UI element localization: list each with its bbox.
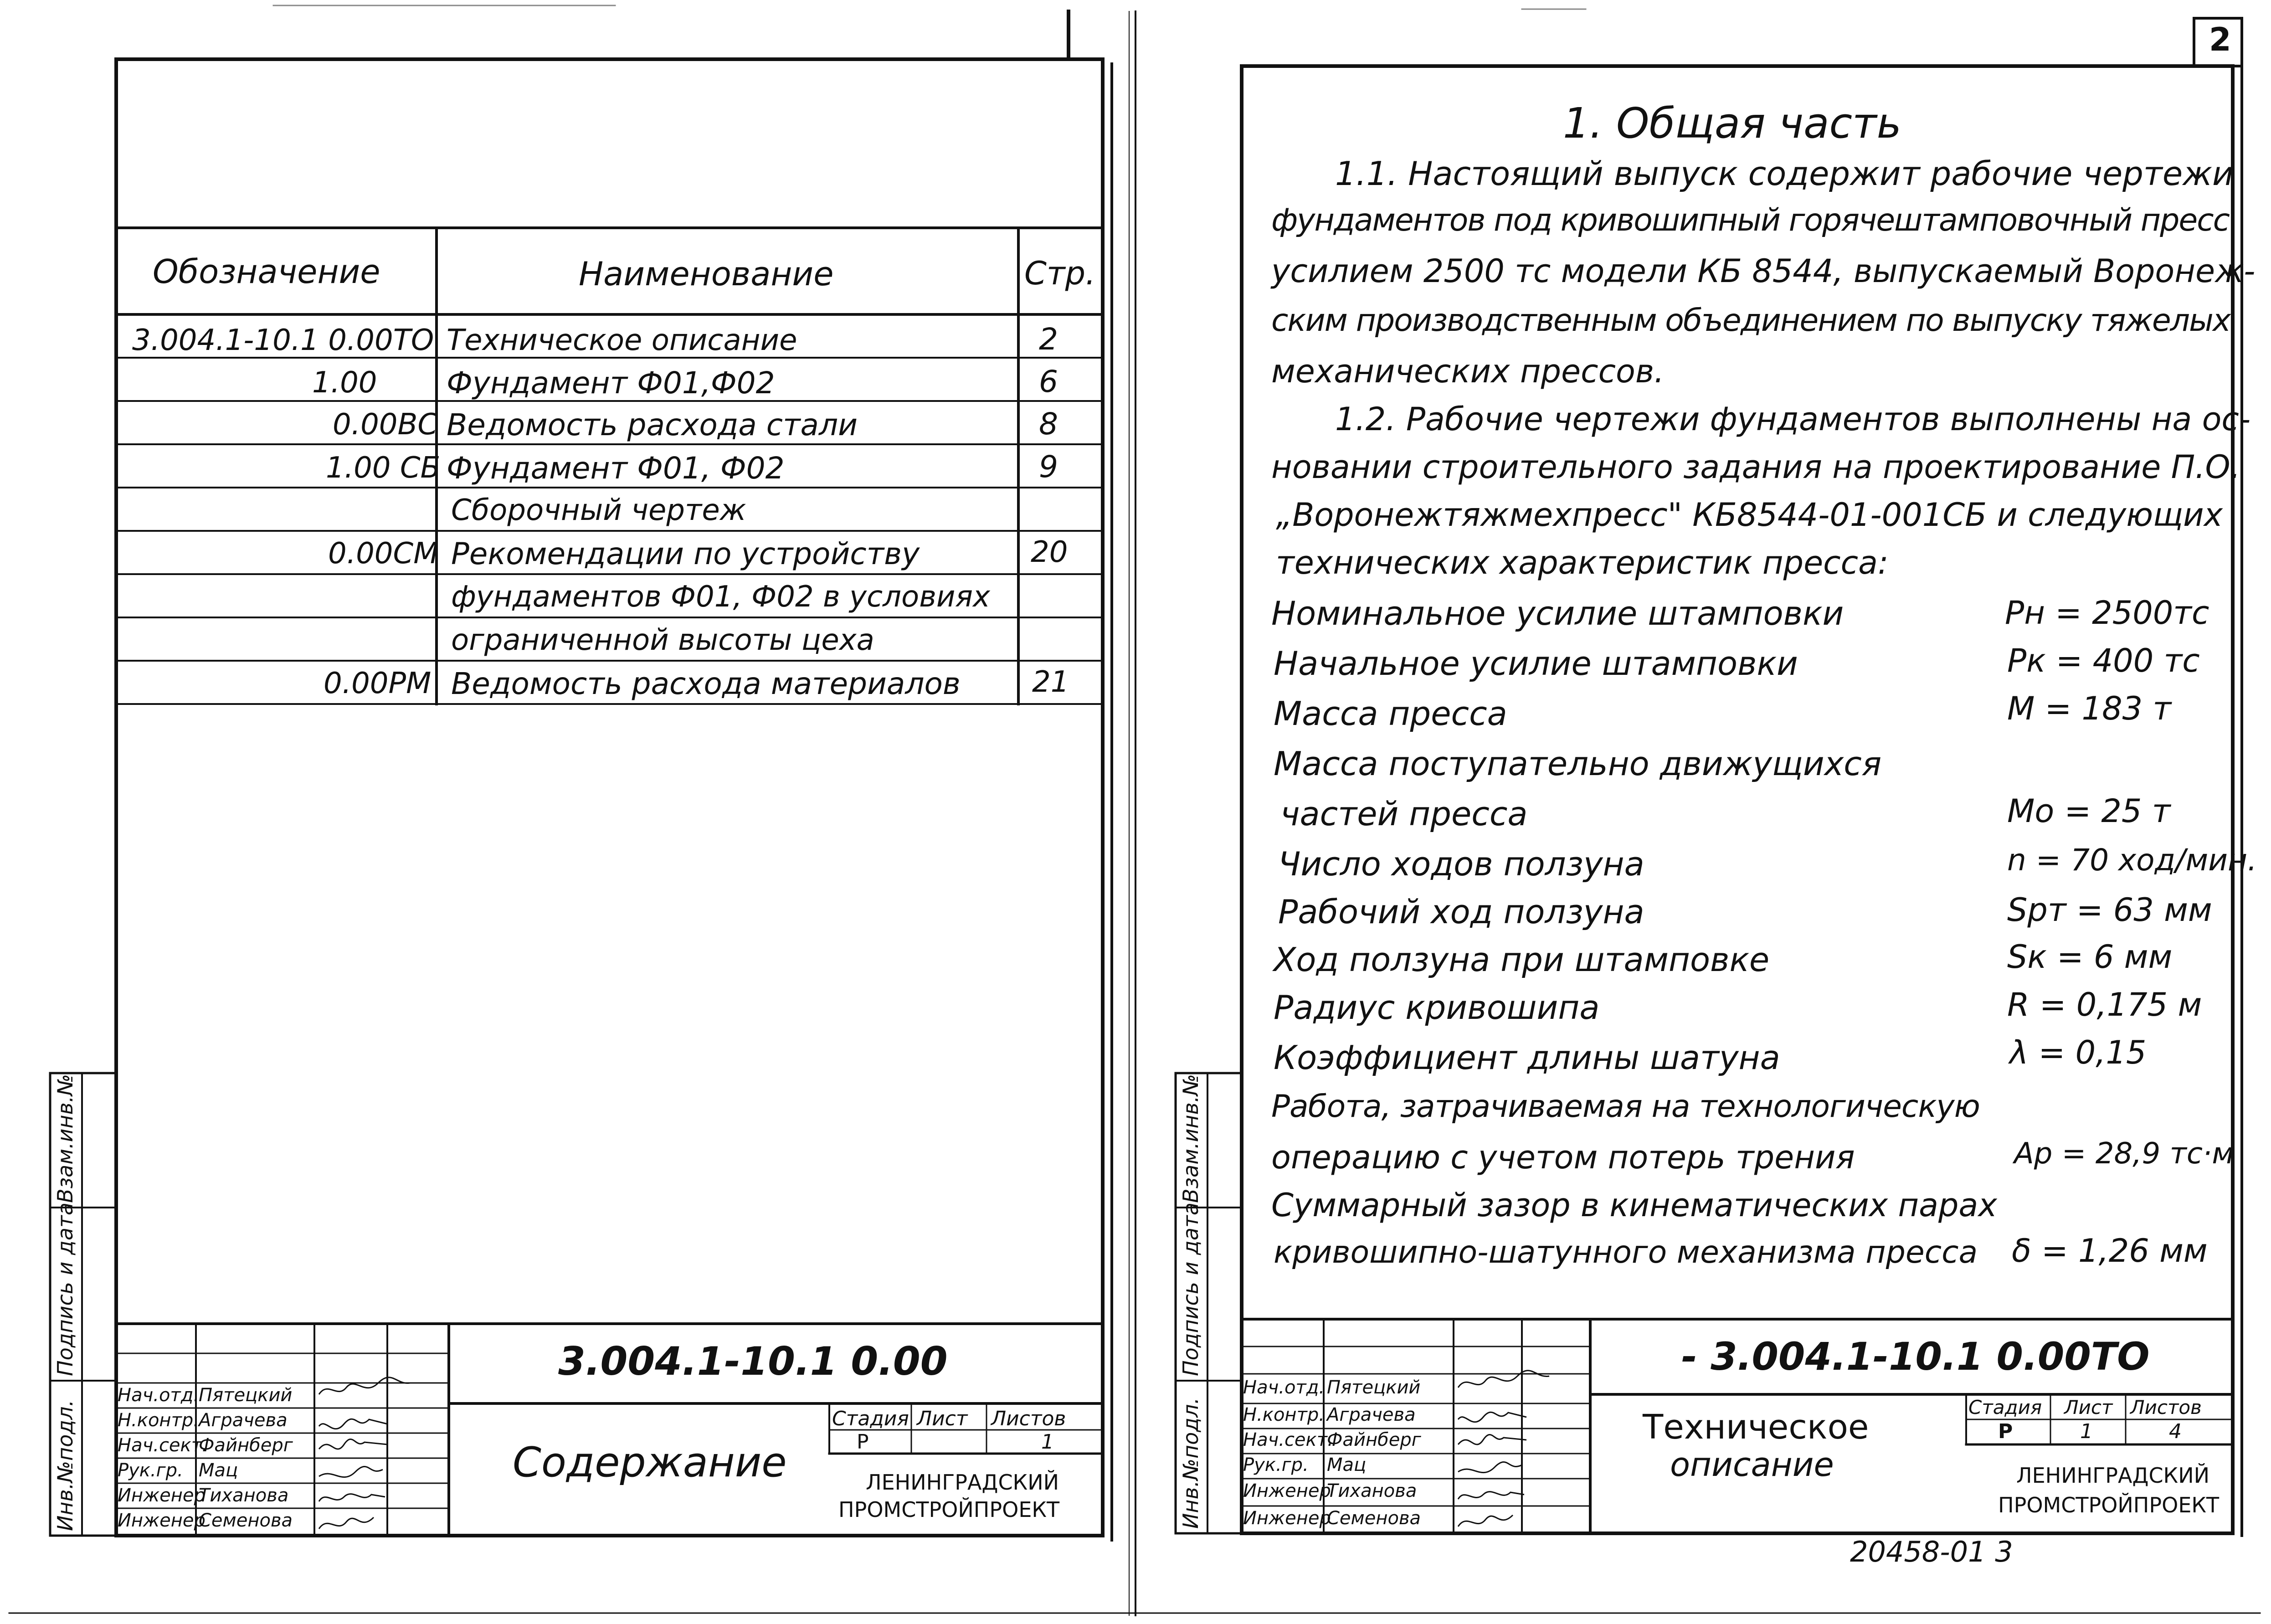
characteristic-value: λ = 0,15	[2009, 1034, 2147, 1071]
row-page: 21	[1032, 665, 1069, 699]
doc-code: - 3.004.1-10.1 0.00ТО	[1681, 1334, 2150, 1379]
stage-value: Р	[857, 1430, 869, 1454]
characteristic-value: Мо = 25 т	[2007, 792, 2171, 830]
characteristic-label: Масса пресса	[1274, 694, 1507, 733]
page-number: 2	[2209, 21, 2231, 58]
sheet-value: 1	[2080, 1420, 2093, 1443]
role-person: Тиханова	[199, 1485, 289, 1506]
header-designation: Обозначение	[153, 252, 380, 291]
row-page: 8	[1039, 406, 1058, 442]
characteristic-label: Ход ползуна при штамповке	[1274, 940, 1770, 979]
side-label-inv-no: Инв.№подл.	[1178, 1397, 1203, 1529]
stage-value: Р	[1998, 1420, 2013, 1443]
role-label: Инженер	[1243, 1480, 1331, 1501]
role-label: Рук.гр.	[1243, 1454, 1309, 1475]
role-label: Н.контр.	[118, 1410, 199, 1431]
role-label: Инженер	[1243, 1508, 1331, 1529]
org-name-line2: ПРОМСТРОЙПРОЕКТ	[838, 1497, 1060, 1522]
role-person: Пятецкий	[1327, 1377, 1421, 1398]
characteristic-label: операцию с учетом потерь трения	[1271, 1139, 1855, 1176]
characteristic-value: Рн = 2500тс	[2005, 594, 2209, 632]
sheet-title-line1: Техническое	[1643, 1408, 1869, 1447]
role-label: Рук.гр.	[118, 1460, 183, 1481]
role-label: Н.контр.	[1243, 1404, 1325, 1425]
text-line: механических прессов.	[1271, 353, 1665, 390]
text-line: 1.1. Настоящий выпуск содержит рабочие чертежи	[1335, 154, 2234, 193]
side-label-inv-no: Инв.№подл.	[53, 1399, 77, 1531]
role-person: Файнберг	[1327, 1429, 1421, 1450]
doc-code: 3.004.1-10.1 0.00	[558, 1339, 948, 1384]
side-label-replace-inv-no: Взам.инв.№	[1178, 1074, 1203, 1203]
row-code: 1.00 СБ	[326, 451, 441, 485]
row-code: 0.00ВС	[333, 408, 438, 442]
archive-number: 20458-01 3	[1850, 1535, 2013, 1568]
row-page: 6	[1039, 364, 1058, 399]
characteristic-label: Масса поступательно движущихся	[1274, 745, 1882, 783]
characteristic-label: Начальное усилие штамповки	[1274, 644, 1798, 683]
row-name: Рекомендации по устройству	[451, 536, 920, 571]
characteristic-value: М = 183 т	[2007, 690, 2172, 727]
row-name: ограниченной высоты цеха	[451, 623, 874, 657]
sheets-value: 1	[1041, 1430, 1054, 1454]
row-name: Ведомость расхода материалов	[451, 666, 961, 701]
role-label: Нач.отд.	[1243, 1377, 1325, 1398]
role-person: Агрaчева	[1327, 1404, 1416, 1425]
sheets-label: Листов	[2130, 1396, 2202, 1418]
header-name: Наименование	[579, 255, 834, 293]
text-line: усилием 2500 тс модели КБ 8544, выпускаемый Воронеж-	[1271, 252, 2256, 290]
text-line: „Воронежтяжмехпресс" КБ8544-01-001СБ и следующих	[1276, 496, 2223, 534]
row-name: Фундамент Ф01,Ф02	[447, 365, 775, 401]
stage-label: Стадия	[832, 1407, 909, 1430]
characteristic-label: Номинальное усилие штамповки	[1271, 594, 1844, 632]
role-label: Нач.сект.	[1243, 1429, 1333, 1450]
side-label-signature-date: Подпись и дата	[53, 1202, 77, 1376]
side-label-signature-date: Подпись и дата	[1178, 1202, 1203, 1376]
row-name: Ведомость расхода стали	[447, 407, 858, 442]
sheets-value: 4	[2169, 1420, 2182, 1443]
row-page: 9	[1039, 449, 1058, 484]
sheets-label: Листов	[991, 1407, 1066, 1430]
role-label: Нач.отд.	[118, 1385, 200, 1406]
sheet-label: Лист	[917, 1407, 968, 1430]
characteristic-value: Ар = 28,9 тс·м	[2014, 1137, 2234, 1171]
role-person: Файнберг	[199, 1435, 293, 1456]
role-person: Агрaчева	[199, 1410, 288, 1431]
org-name-line2: ПРОМСТРОЙПРОЕКТ	[1998, 1493, 2220, 1517]
characteristic-label: кривошипно-шатунного механизма пресса	[1274, 1234, 1978, 1270]
org-name-line1: ЛЕНИНГРАДСКИЙ	[2016, 1463, 2210, 1488]
role-person: Мац	[1327, 1454, 1367, 1475]
role-label: Инженер	[118, 1485, 206, 1506]
characteristic-label: Суммарный зазор в кинематических парах	[1271, 1187, 1997, 1224]
signatures-right	[1458, 1371, 1549, 1526]
row-code: 1.00	[312, 366, 377, 400]
characteristic-label: частей пресса	[1280, 795, 1528, 833]
row-page: 20	[1031, 535, 1068, 569]
stage-label: Стадия	[1968, 1396, 2042, 1418]
row-name: Сборочный чертеж	[451, 493, 746, 527]
row-code: 0.00СМ	[328, 537, 439, 570]
sheet-title: Содержание	[513, 1439, 787, 1486]
characteristic-label: Коэффициент длины шатуна	[1274, 1038, 1780, 1077]
text-line: ским производственным объединением по выпуску тяжелых	[1271, 303, 2230, 339]
row-code: 0.00РМ	[324, 667, 432, 700]
row-name: Техническое описание	[447, 324, 797, 357]
sheet-title-line2: описание	[1670, 1445, 1834, 1484]
characteristic-value: Sк = 6 мм	[2007, 938, 2173, 976]
text-line: новании строительного задания на проектирование П.О.	[1271, 448, 2240, 486]
characteristic-label: Число ходов ползуна	[1278, 845, 1644, 883]
role-person: Семенова	[199, 1510, 293, 1531]
row-page: 2	[1039, 322, 1058, 357]
role-person: Мац	[199, 1460, 238, 1481]
text-line: технических характеристик пресса:	[1276, 544, 1889, 581]
characteristic-value: R = 0,175 м	[2007, 986, 2202, 1023]
role-person: Тиханова	[1327, 1480, 1417, 1501]
characteristic-label: Работа, затрачиваемая на технологическую	[1271, 1089, 1980, 1125]
role-label: Нач.сект.	[118, 1435, 208, 1456]
role-person: Семенова	[1327, 1508, 1421, 1529]
row-name: Фундамент Ф01, Ф02	[447, 451, 785, 486]
org-name-line1: ЛЕНИНГРАДСКИЙ	[866, 1470, 1059, 1495]
characteristic-label: Рабочий ход ползуна	[1278, 893, 1644, 931]
row-code: 3.004.1-10.1 0.00ТО	[132, 324, 434, 357]
characteristic-value: n = 70 ход/мин.	[2007, 843, 2257, 878]
characteristic-value: δ = 1,26 мм	[2012, 1232, 2208, 1269]
characteristic-value: Рк = 400 тс	[2007, 642, 2200, 679]
header-page: Стр.	[1024, 255, 1096, 292]
role-person: Пятецкий	[199, 1385, 293, 1406]
row-name: фундаментов Ф01, Ф02 в условиях	[451, 580, 990, 614]
characteristic-value: Sрт = 63 мм	[2007, 891, 2212, 929]
sheet-label: Лист	[2064, 1396, 2113, 1418]
side-label-replace-inv-no: Взам.инв.№	[53, 1074, 77, 1203]
text-line: фундаментов под кривошипный горячештамповочный пресс	[1271, 202, 2229, 238]
text-line: 1.2. Рабочие чертежи фундаментов выполнены на ос-	[1335, 401, 2251, 438]
characteristic-label: Радиус кривошипа	[1274, 988, 1600, 1027]
role-label: Инженер	[118, 1510, 206, 1531]
section-heading: 1. Общая часть	[1563, 99, 1901, 148]
signatures-left	[319, 1377, 410, 1529]
